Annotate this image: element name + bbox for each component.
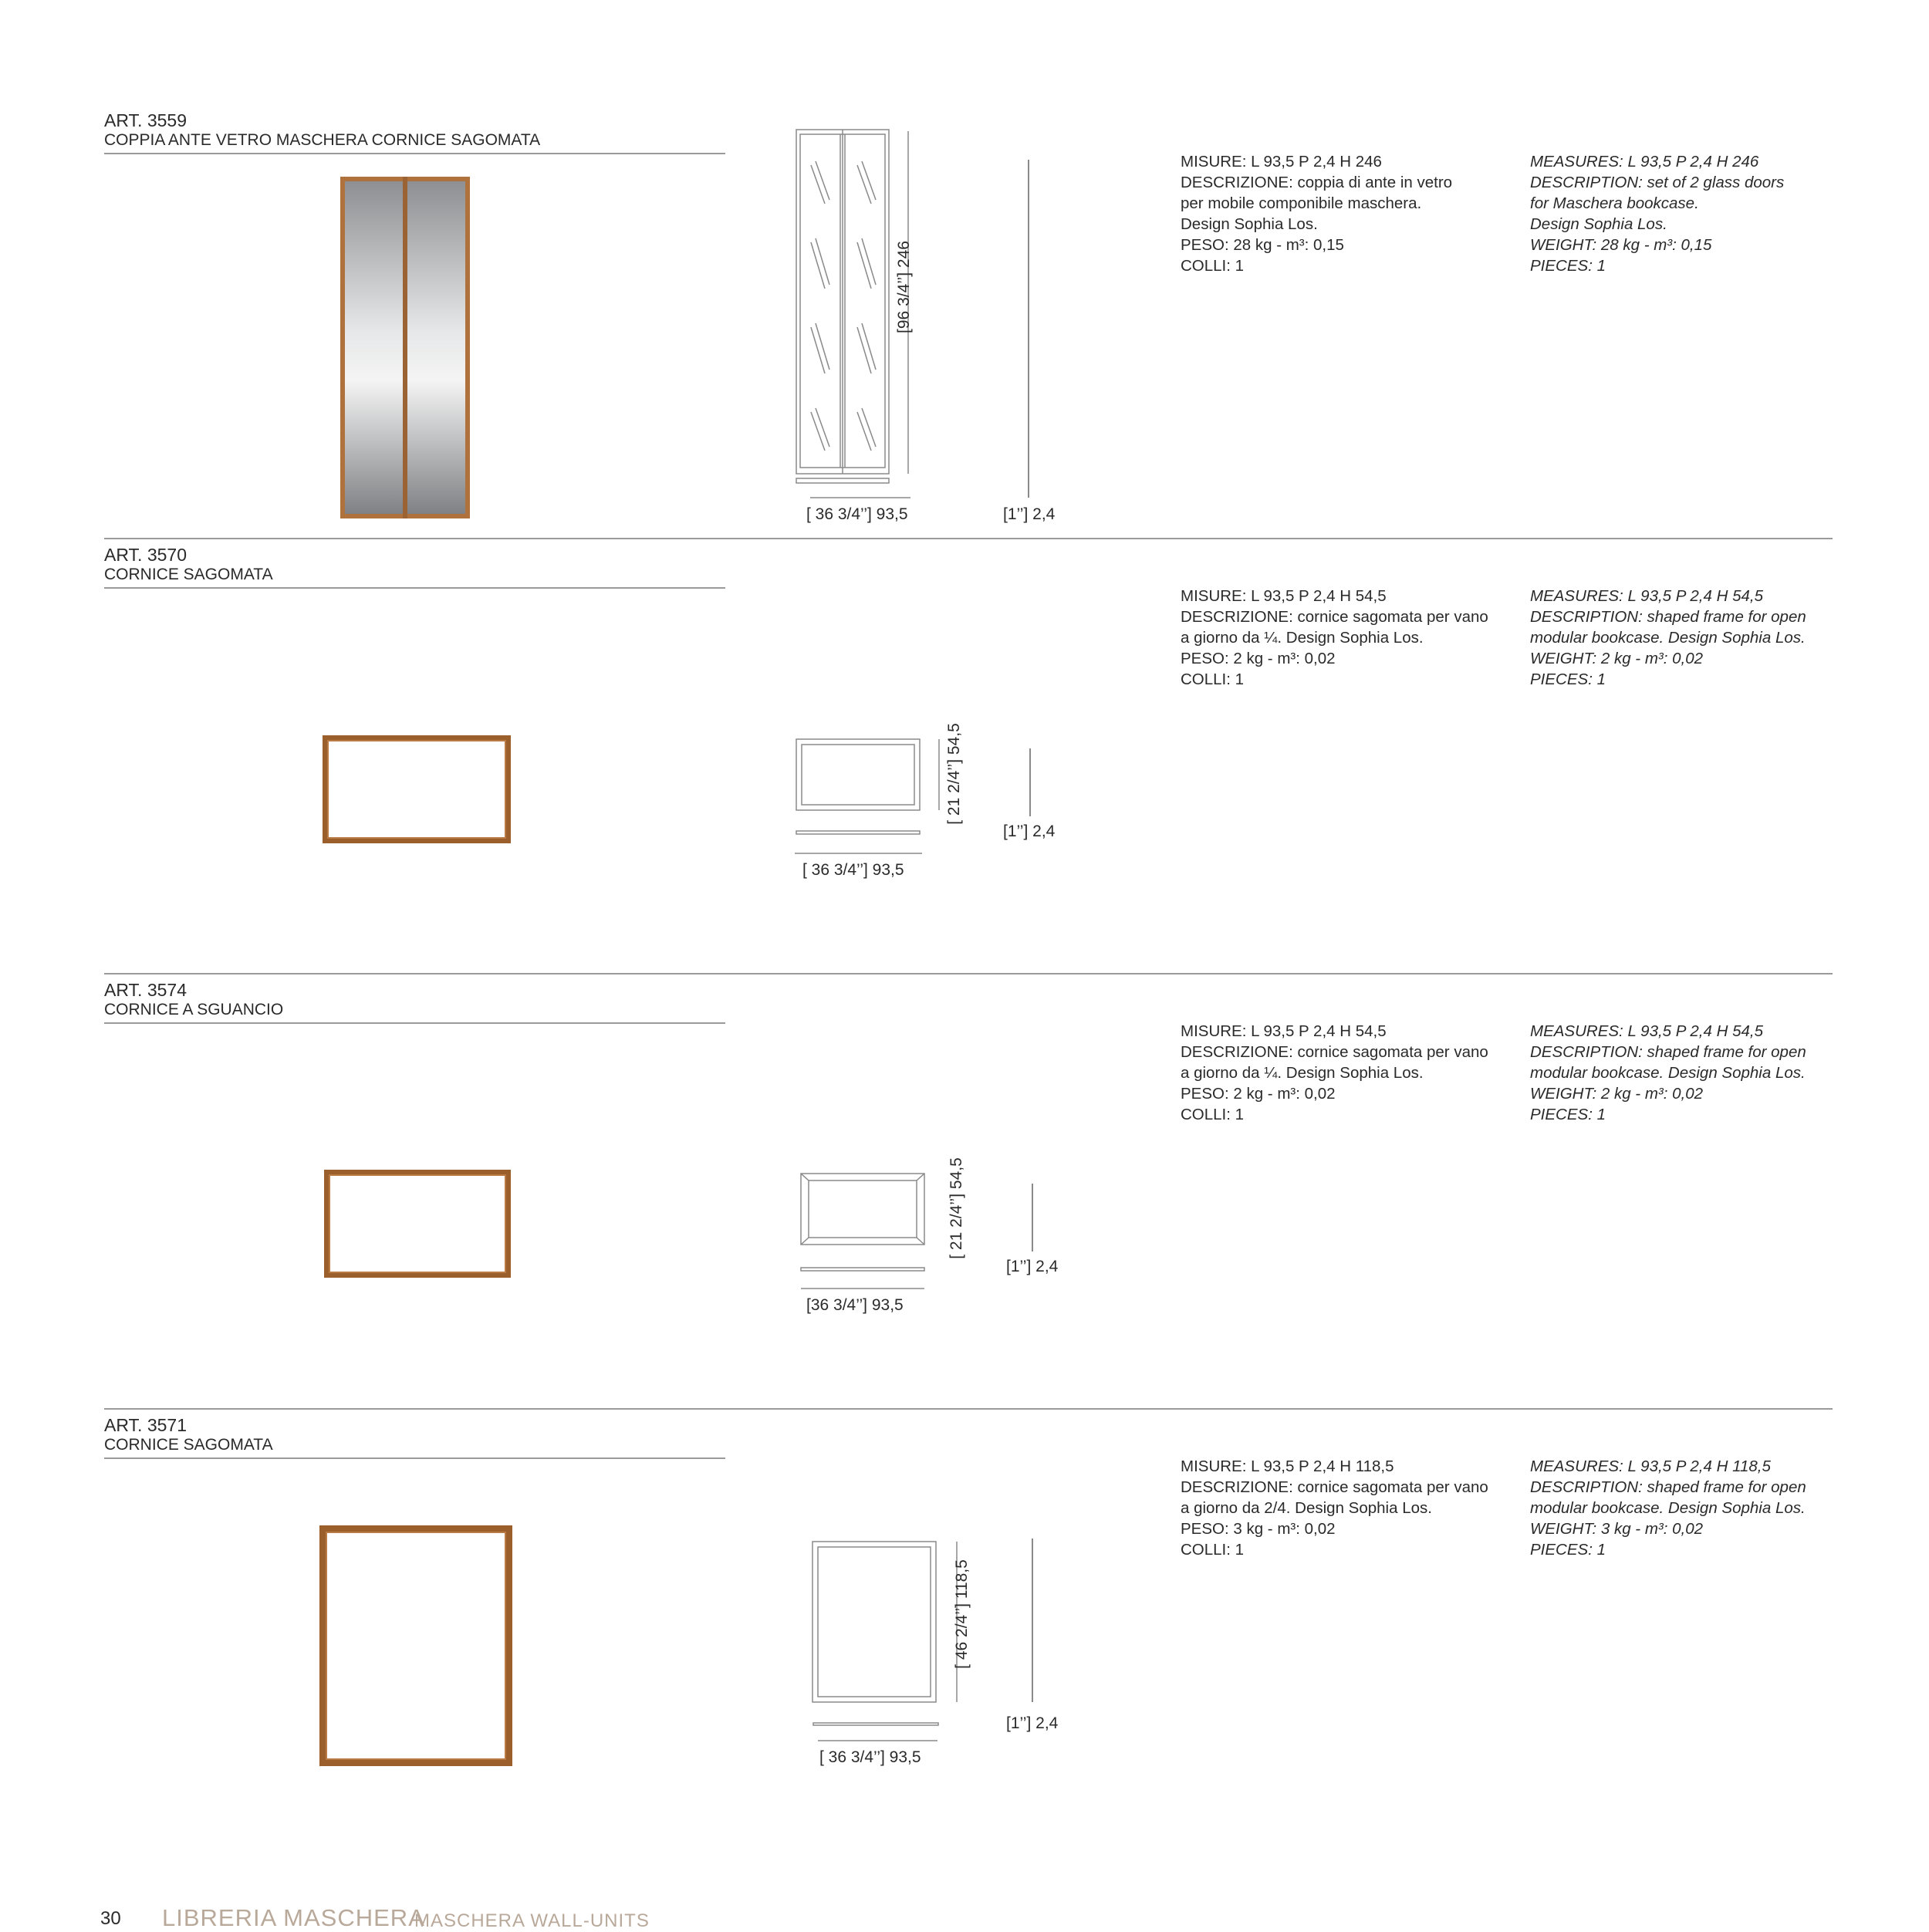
depth-dimension: [1’’] 2,4 [1006,1258,1059,1275]
width-dimension-line [812,1722,940,1727]
width-dimension-line [810,496,910,499]
width-dimension-line [795,852,922,855]
article-name: CORNICE SAGOMATA [104,1436,273,1454]
height-dimension: [96 3/4’’] 246 [895,241,913,333]
title-underline [104,1022,725,1024]
article-name: CORNICE SAGOMATA [104,566,273,583]
section-divider [104,973,1833,974]
article-code: ART. 3570 [104,545,187,565]
width-dimension: [ 36 3/4’’] 93,5 [819,1748,921,1766]
side-profile-drawing [1028,747,1034,818]
description-italian: MISURE: L 93,5 P 2,4 H 118,5 DESCRIZIONE: cornice sagomata per vano a giorno da 2/4. Design Sophia Los. PESO: 3 kg - m³: 0,02 COLLI: 1 [1181,1457,1488,1559]
description-english: MEASURES: L 93,5 P 2,4 H 118,5 DESCRIPTION: shaped frame for open modular bookcase. Design Sophia Los. WEIGHT: 3 kg - m³: 0,02 PIECES: 1 [1530,1457,1806,1559]
product-photo-frame [323,735,511,843]
depth-dimension: [1’’] 2,4 [1003,822,1056,840]
depth-dimension: [1’’] 2,4 [1006,1714,1059,1732]
width-dimension-line [818,1739,937,1742]
width-dimension: [ 36 3/4’’] 93,5 [802,861,904,879]
title-underline [104,1457,725,1459]
article-name: COPPIA ANTE VETRO MASCHERA CORNICE SAGOMATA [104,131,541,149]
product-photo-frame [319,1525,512,1766]
height-dimension: [ 46 2/4’’] 118,5 [953,1559,971,1669]
technical-drawing-front [810,1539,964,1732]
product-photo-glass-doors [340,176,471,519]
description-italian: MISURE: L 93,5 P 2,4 H 54,5 DESCRIZIONE: cornice sagomata per vano a giorno da ¼. Design Sophia Los. PESO: 2 kg - m³: 0,02 COLLI: 1 [1181,1022,1488,1123]
side-profile-drawing [1030,1182,1036,1253]
height-dimension: [ 21 2/4’’] 54,5 [945,723,963,825]
title-underline [104,153,725,154]
article-code: ART. 3559 [104,110,187,130]
depth-dimension: [1’’] 2,4 [1003,505,1056,523]
width-dimension: [ 36 3/4’’] 93,5 [806,505,908,523]
article-name: CORNICE A SGUANCIO [104,1001,284,1018]
title-underline [104,587,725,589]
side-profile-drawing [1030,1537,1036,1704]
description-english: MEASURES: L 93,5 P 2,4 H 246 DESCRIPTION: set of 2 glass doors for Maschera bookcase. Design Sophia Los. WEIGHT: 28 kg - m³: 0,15 PIECES: 1 [1530,153,1785,275]
article-code: ART. 3574 [104,980,187,1000]
description-english: MEASURES: L 93,5 P 2,4 H 54,5 DESCRIPTION: shaped frame for open modular bookcase. Design Sophia Los. WEIGHT: 2 kg - m³: 0,02 PIECES: 1 [1530,1022,1806,1123]
width-dimension-line [801,1287,924,1290]
side-profile-drawing [1026,158,1032,498]
description-italian: MISURE: L 93,5 P 2,4 H 246 DESCRIZIONE: coppia di ante in vetro per mobile componibile maschera. Design Sophia Los. PESO: 28 kg - m³: 0,15 COLLI: 1 [1181,153,1453,275]
height-dimension: [ 21 2/4’’] 54,5 [948,1157,965,1259]
technical-drawing-front [792,737,962,837]
article-code: ART. 3571 [104,1415,187,1435]
width-dimension: [36 3/4’’] 93,5 [806,1296,904,1314]
page-number: 30 [100,1908,121,1929]
product-photo-frame [324,1170,511,1278]
footer-title: LIBRERIA MASCHERA [162,1904,425,1931]
footer-subtitle: MASCHERA WALL-UNITS [414,1910,650,1931]
section-divider [104,1408,1833,1410]
section-divider [104,538,1833,539]
description-english: MEASURES: L 93,5 P 2,4 H 54,5 DESCRIPTION: shaped frame for open modular bookcase. Design Sophia Los. WEIGHT: 2 kg - m³: 0,02 PIECES: 1 [1530,587,1806,688]
description-italian: MISURE: L 93,5 P 2,4 H 54,5 DESCRIZIONE: cornice sagomata per vano a giorno da ¼. Design Sophia Los. PESO: 2 kg - m³: 0,02 COLLI: 1 [1181,587,1488,688]
technical-drawing-front [799,1171,961,1272]
